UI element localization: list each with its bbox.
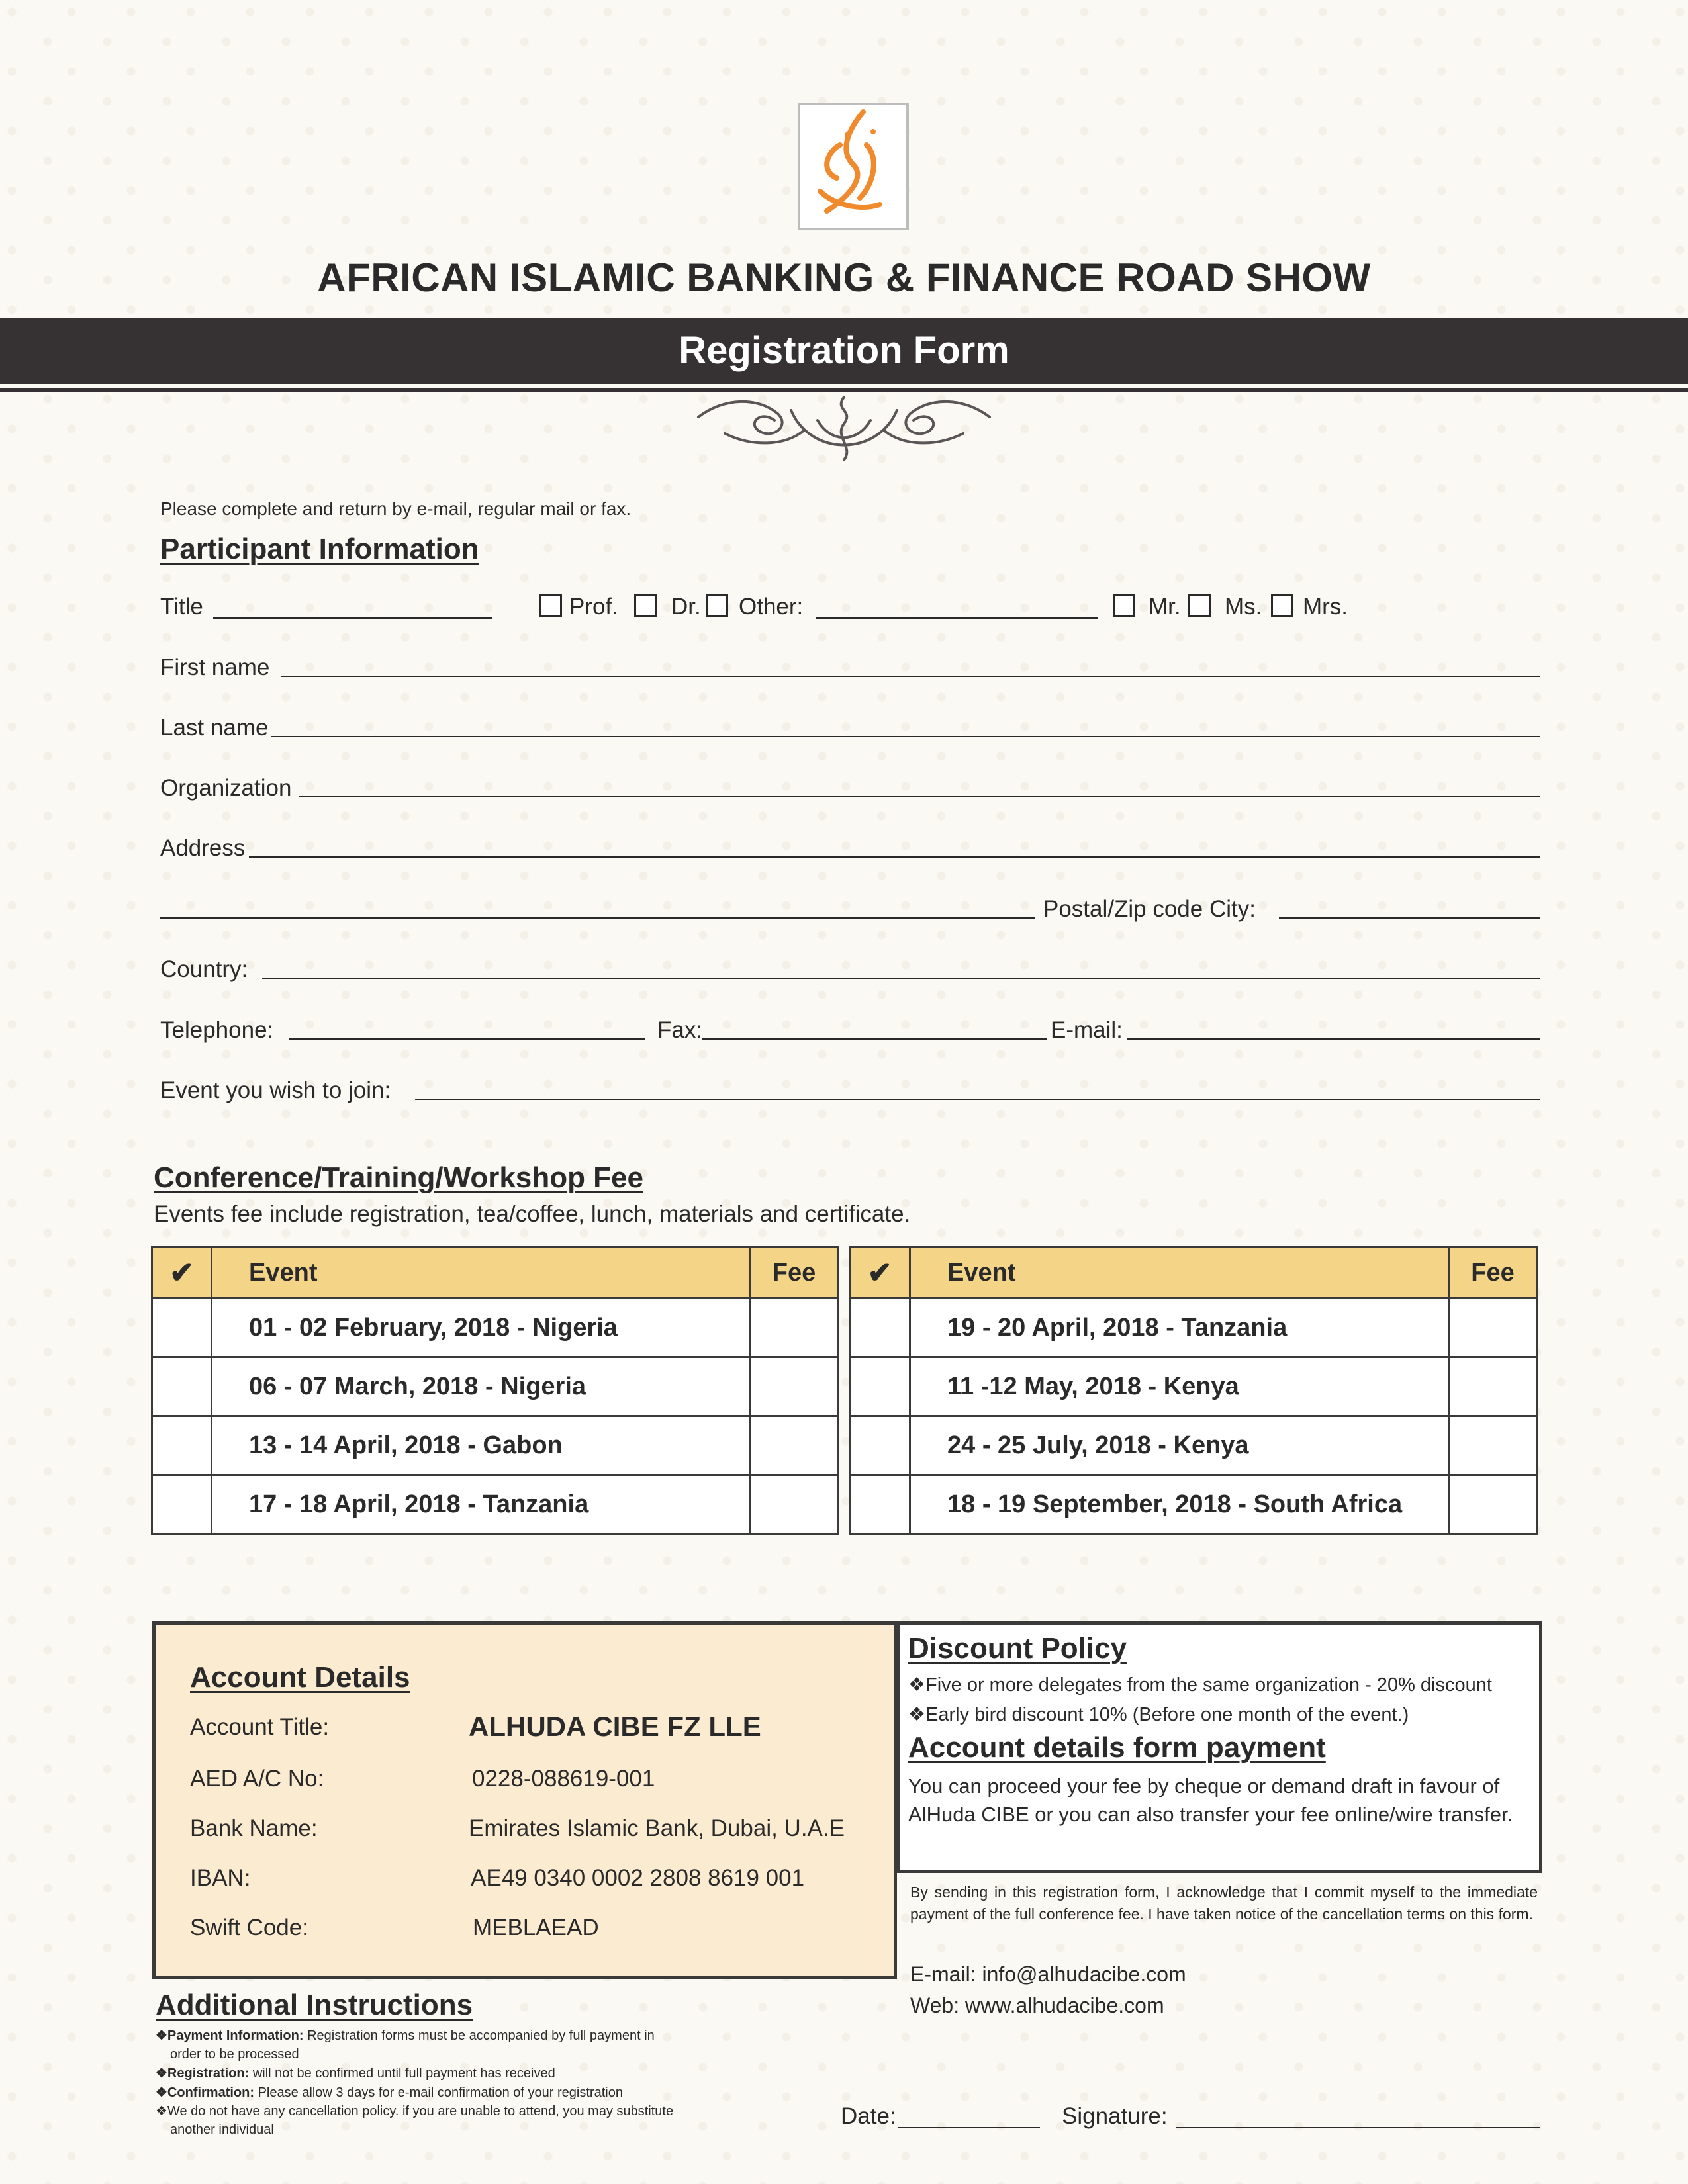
check-header (152, 1248, 212, 1298)
instruction-label: ❖Registration: (156, 2066, 250, 2081)
fee-table-header (850, 1248, 1537, 1298)
iban-label: IBAN: (190, 1865, 251, 1891)
prof-label: Prof. (569, 594, 618, 619)
event-cell: 17 - 18 April, 2018 - Tanzania (212, 1475, 751, 1534)
fee-cell[interactable] (751, 1298, 838, 1357)
event-join-input-line[interactable] (415, 1099, 1540, 1100)
title-input-line[interactable] (213, 617, 492, 619)
other-checkbox[interactable] (706, 594, 728, 617)
first-name-input-line[interactable] (281, 676, 1540, 677)
dr-checkbox[interactable] (634, 594, 657, 617)
address-label: Address (160, 835, 246, 861)
prof-checkbox[interactable] (539, 594, 562, 617)
event-checkbox-cell[interactable] (152, 1416, 212, 1475)
event-checkbox-cell[interactable] (850, 1416, 910, 1475)
organization-label: Organization (160, 775, 292, 801)
table-row (152, 1298, 838, 1357)
event-checkbox-cell[interactable] (152, 1357, 212, 1416)
account-title-label: Account Title: (190, 1714, 330, 1740)
fee-table-right (849, 1246, 1538, 1535)
table-row (850, 1475, 1537, 1534)
fee-header: Fee (751, 1248, 838, 1298)
table-row (152, 1416, 838, 1475)
table-row (850, 1298, 1537, 1357)
mrs-label: Mrs. (1303, 594, 1348, 619)
account-title-value: ALHUDA CIBE FZ LLE (469, 1711, 761, 1742)
bank-name-value: Emirates Islamic Bank, Dubai, U.A.E (469, 1815, 845, 1841)
calligraphy-logo-icon (800, 105, 901, 222)
fee-heading: Conference/Training/Workshop Fee (154, 1161, 643, 1194)
other-input-line[interactable] (816, 617, 1098, 619)
instruction-cancellation: ❖We do not have any cancellation policy. if you are unable to attend, you may substitute (156, 2104, 674, 2118)
postal-city-label: Postal/Zip code City: (1043, 896, 1256, 922)
fee-table-header (152, 1248, 838, 1298)
instruction-cancellation-cont: another individual (170, 2122, 274, 2137)
contact-email[interactable]: E-mail: info@alhudacibe.com (910, 1962, 1186, 1986)
event-join-label: Event you wish to join: (160, 1077, 391, 1103)
participant-heading: Participant Information (160, 533, 479, 565)
check-header (850, 1248, 910, 1298)
telephone-label: Telephone: (160, 1017, 274, 1043)
fee-cell[interactable] (1449, 1416, 1537, 1475)
event-cell: 19 - 20 April, 2018 - Tanzania (910, 1298, 1449, 1357)
event-title: AFRICAN ISLAMIC BANKING & FINANCE ROAD SHOW (317, 255, 1371, 300)
aed-value: 0228-088619-001 (472, 1766, 655, 1792)
date-label: Date: (841, 2103, 896, 2129)
alhuda-logo (798, 103, 909, 230)
telephone-input-line[interactable] (289, 1038, 645, 1040)
fee-cell[interactable] (1449, 1298, 1537, 1357)
email-input-line[interactable] (1127, 1038, 1540, 1040)
dr-label: Dr. (671, 594, 701, 619)
instruction-payment (156, 2026, 655, 2045)
instruction-label: ❖Payment Information: (156, 2028, 304, 2043)
first-name-label: First name (160, 655, 270, 680)
event-cell: 24 - 25 July, 2018 - Kenya (910, 1416, 1449, 1475)
postal-city-input-line[interactable] (1279, 917, 1540, 919)
fee-cell[interactable] (751, 1357, 838, 1416)
signature-label: Signature: (1062, 2103, 1168, 2129)
fax-input-line[interactable] (702, 1038, 1047, 1040)
event-checkbox-cell[interactable] (152, 1475, 212, 1534)
table-row (152, 1475, 838, 1534)
table-row (152, 1357, 838, 1416)
fee-table-left (151, 1246, 839, 1535)
date-input-line[interactable] (898, 2127, 1040, 2128)
instruction-payment-cont: order to be processed (170, 2047, 299, 2062)
acknowledgement-text: By sending in this registration form, I acknowledge that I commit myself to the immediate payment of the full conference fee. I have taken notice of the cancellation terms on this form. (910, 1884, 1538, 1923)
discount-item-early-bird: ❖Early bird discount 10% (Before one month of the event.) (908, 1704, 1409, 1725)
mr-checkbox[interactable] (1113, 594, 1135, 617)
last-name-label: Last name (160, 715, 269, 741)
table-row (850, 1416, 1537, 1475)
organization-input-line[interactable] (299, 796, 1540, 797)
country-input-line[interactable] (262, 978, 1540, 979)
mrs-checkbox[interactable] (1271, 594, 1293, 617)
event-checkbox-cell[interactable] (152, 1298, 212, 1357)
other-label: Other: (739, 594, 804, 619)
instruction-registration (156, 2064, 555, 2083)
checkmark-icon: ✔ (169, 1256, 194, 1289)
discount-item-delegates: ❖Five or more delegates from the same organization - 20% discount (908, 1674, 1492, 1696)
fax-label: Fax: (657, 1017, 703, 1043)
table-row (850, 1357, 1537, 1416)
ornament-divider-icon (685, 384, 1003, 470)
swift-value: MEBLAEAD (473, 1915, 599, 1940)
fee-note: Events fee include registration, tea/coffee, lunch, materials and certificate. (154, 1201, 911, 1227)
event-cell: 13 - 14 April, 2018 - Gabon (212, 1416, 751, 1475)
instructions-heading: Additional Instructions (156, 1989, 473, 2021)
aed-label: AED A/C No: (190, 1766, 324, 1792)
account-heading: Account Details (190, 1661, 410, 1694)
ms-checkbox[interactable] (1188, 594, 1211, 617)
form-title: Registration Form (679, 329, 1009, 372)
instruction-text: Registration forms must be accompanied by full payment in (303, 2028, 655, 2043)
iban-value: AE49 0340 0002 2808 8619 001 (471, 1865, 805, 1891)
fee-header: Fee (1449, 1248, 1537, 1298)
contact-web[interactable]: Web: www.alhudacibe.com (910, 1993, 1164, 2017)
address-input-line[interactable] (249, 856, 1540, 858)
event-checkbox-cell[interactable] (850, 1475, 910, 1534)
instruction-text: Please allow 3 days for e-mail confirmation of your registration (254, 2085, 623, 2100)
fee-cell[interactable] (751, 1475, 838, 1534)
event-cell: 06 - 07 March, 2018 - Nigeria (212, 1357, 751, 1416)
event-cell: 11 -12 May, 2018 - Kenya (910, 1357, 1449, 1416)
event-header: Event (212, 1248, 751, 1298)
title-label: Title (160, 594, 203, 619)
event-cell: 18 - 19 September, 2018 - South Africa (910, 1475, 1449, 1534)
signature-input-line[interactable] (1176, 2127, 1540, 2128)
instruction-text: will not be confirmed until full payment has received (249, 2066, 555, 2081)
address-line-2[interactable] (160, 917, 1035, 919)
payment-text: You can proceed your fee by cheque or demand draft in favour of AlHuda CIBE or you can also transfer your fee online/wire transfer. (908, 1774, 1513, 1826)
ms-label: Ms. (1225, 594, 1262, 619)
intro-text: Please complete and return by e-mail, regular mail or fax. (160, 498, 632, 519)
country-label: Country: (160, 956, 248, 982)
fee-cell[interactable] (751, 1416, 838, 1475)
instruction-confirmation (156, 2083, 623, 2102)
checkmark-icon: ✔ (867, 1256, 892, 1289)
bank-name-label: Bank Name: (190, 1815, 318, 1841)
discount-heading: Discount Policy (908, 1632, 1127, 1664)
last-name-input-line[interactable] (271, 736, 1540, 737)
email-label: E-mail: (1051, 1017, 1123, 1043)
event-header: Event (910, 1248, 1449, 1298)
instruction-label: ❖Confirmation: (156, 2085, 255, 2100)
fee-cell[interactable] (1449, 1475, 1537, 1534)
event-checkbox-cell[interactable] (850, 1357, 910, 1416)
event-checkbox-cell[interactable] (850, 1298, 910, 1357)
swift-label: Swift Code: (190, 1915, 308, 1940)
payment-heading: Account details form payment (908, 1731, 1326, 1764)
mr-label: Mr. (1149, 594, 1181, 619)
fee-cell[interactable] (1449, 1357, 1537, 1416)
event-cell: 01 - 02 February, 2018 - Nigeria (212, 1298, 751, 1357)
